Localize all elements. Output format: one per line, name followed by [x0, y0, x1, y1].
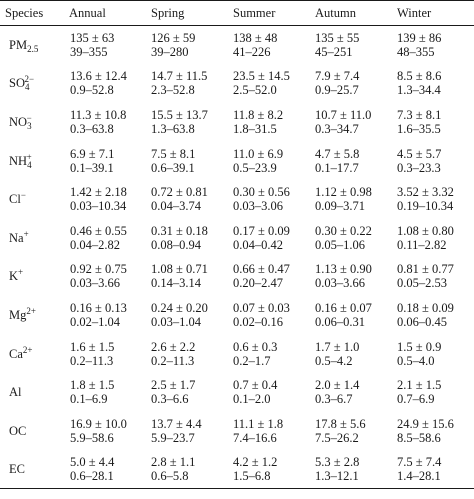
range-value: 7.4–16.6 — [233, 430, 277, 445]
range-value: 0.03–3.66 — [70, 276, 120, 291]
range-value: 0.5–23.9 — [233, 160, 277, 175]
value-cell — [146, 218, 228, 257]
mean-sd-value: 0.07 ± 0.03 — [233, 300, 290, 315]
value-cell — [392, 334, 474, 373]
mean-sd-value: 1.6 ± 1.5 — [70, 339, 115, 354]
header-annual: Annual — [64, 1, 146, 26]
value-cell — [146, 257, 228, 296]
value-cell — [310, 450, 392, 489]
mean-sd-value: 0.6 ± 0.3 — [233, 339, 278, 354]
value-cell — [310, 411, 392, 450]
range-value: 39–355 — [70, 45, 108, 60]
species-cell — [0, 103, 64, 142]
species-cell — [0, 373, 64, 412]
range-value: 39–280 — [151, 45, 189, 60]
value-cell — [392, 450, 474, 489]
mean-sd-value: 2.6 ± 2.2 — [151, 339, 196, 354]
value-cell — [146, 373, 228, 412]
species-cell — [0, 218, 64, 257]
species-cell — [0, 26, 64, 65]
range-value: 0.7–6.9 — [397, 392, 435, 407]
value-cell — [146, 411, 228, 450]
range-value: 0.3–63.8 — [70, 121, 114, 136]
range-value: 0.03–3.06 — [233, 199, 283, 214]
value-cell — [64, 411, 146, 450]
mean-sd-value: 0.30 ± 0.56 — [233, 185, 290, 200]
mean-sd-value: 0.46 ± 0.55 — [70, 223, 127, 238]
species-name: NH — [9, 153, 28, 168]
table-row — [0, 218, 474, 257]
range-value: 0.5–4.2 — [315, 353, 353, 368]
table-row — [0, 103, 474, 142]
range-value: 2.5–52.0 — [233, 83, 277, 98]
mean-sd-value: 0.81 ± 0.77 — [397, 262, 454, 277]
range-value: 0.03–3.66 — [315, 276, 365, 291]
range-value: 0.06–0.31 — [315, 314, 365, 329]
species-subscript: 2.5 — [27, 44, 39, 55]
mean-sd-value: 0.66 ± 0.47 — [233, 262, 290, 277]
species-charge: + — [18, 267, 24, 278]
value-cell — [310, 141, 392, 180]
mean-sd-value: 0.17 ± 0.09 — [233, 223, 290, 238]
value-cell — [392, 103, 474, 142]
range-value: 0.5–4.0 — [397, 353, 435, 368]
range-value: 5.9–23.7 — [151, 430, 195, 445]
value-cell — [228, 450, 310, 489]
mean-sd-value: 135 ± 55 — [315, 31, 360, 46]
range-value: 0.6–5.8 — [151, 469, 189, 484]
mean-sd-value: 13.6 ± 12.4 — [70, 69, 127, 84]
value-cell — [64, 373, 146, 412]
mean-sd-value: 0.18 ± 0.09 — [397, 300, 454, 315]
mean-sd-value: 10.7 ± 11.0 — [315, 107, 372, 122]
range-value: 0.3–6.6 — [151, 392, 189, 407]
range-value: 7.5–26.2 — [315, 430, 359, 445]
value-cell — [64, 64, 146, 103]
species-charge: 2+ — [26, 305, 36, 316]
species-charge: 2+ — [22, 344, 33, 355]
mean-sd-value: 1.12 ± 0.98 — [315, 185, 372, 200]
species-cell — [0, 411, 64, 450]
range-value: 0.6–28.1 — [70, 469, 114, 484]
value-cell — [228, 411, 310, 450]
range-value: 1.3–63.8 — [151, 121, 195, 136]
mean-sd-value: 1.42 ± 2.18 — [70, 185, 127, 200]
value-cell — [392, 26, 474, 65]
value-cell — [146, 180, 228, 219]
mean-sd-value: 0.24 ± 0.20 — [151, 300, 208, 315]
value-cell — [64, 450, 146, 489]
value-cell — [310, 64, 392, 103]
table-row — [0, 334, 474, 373]
range-value: 0.05–1.06 — [315, 237, 365, 252]
mean-sd-value: 7.9 ± 7.4 — [315, 69, 360, 84]
species-cell — [0, 180, 64, 219]
mean-sd-value: 0.72 ± 0.81 — [151, 185, 208, 200]
species-cell — [0, 141, 64, 180]
range-value: 0.05–2.53 — [397, 276, 447, 291]
mean-sd-value: 0.7 ± 0.4 — [233, 378, 278, 393]
range-value: 0.09–3.71 — [315, 199, 365, 214]
species-cell — [0, 450, 64, 489]
mean-sd-value: 4.5 ± 5.7 — [397, 146, 442, 161]
value-cell — [392, 373, 474, 412]
range-value: 1.5–6.8 — [233, 469, 271, 484]
range-value: 0.1–17.7 — [315, 160, 359, 175]
mean-sd-value: 7.5 ± 8.1 — [151, 146, 196, 161]
mean-sd-value: 23.5 ± 14.5 — [233, 69, 290, 84]
mean-sd-value: 126 ± 59 — [151, 31, 196, 46]
value-cell — [310, 296, 392, 335]
species-name: Cl — [9, 192, 21, 207]
mean-sd-value: 7.5 ± 7.4 — [397, 455, 442, 470]
mean-sd-value: 2.8 ± 1.1 — [151, 455, 196, 470]
species-subscript: 3 — [27, 120, 32, 131]
species-charge: 2− — [24, 74, 35, 85]
species-name: OC — [9, 423, 27, 438]
species-cell — [0, 334, 64, 373]
mean-sd-value: 138 ± 48 — [233, 31, 278, 46]
range-value: 0.1–6.9 — [70, 392, 108, 407]
header-summer: Summer — [228, 1, 310, 26]
value-cell — [64, 180, 146, 219]
range-value: 1.3–34.4 — [397, 83, 441, 98]
range-value: 5.9–58.6 — [70, 430, 114, 445]
range-value: 0.3–23.3 — [397, 160, 441, 175]
species-name: NO — [9, 114, 28, 129]
range-value: 0.04–3.74 — [151, 199, 201, 214]
range-value: 0.19–10.34 — [397, 199, 454, 214]
value-cell — [64, 257, 146, 296]
range-value: 0.9–52.8 — [70, 83, 114, 98]
value-cell — [310, 373, 392, 412]
range-value: 0.11–2.82 — [397, 237, 447, 252]
value-cell — [228, 103, 310, 142]
range-value: 0.14–3.14 — [151, 276, 201, 291]
mean-sd-value: 15.5 ± 13.7 — [151, 107, 208, 122]
species-subscript: 4 — [24, 82, 30, 93]
mean-sd-value: 1.08 ± 0.80 — [397, 223, 454, 238]
mean-sd-value: 0.92 ± 0.75 — [70, 262, 127, 277]
range-value: 0.03–1.04 — [151, 314, 201, 329]
range-value: 2.3–52.8 — [151, 83, 195, 98]
value-cell — [310, 103, 392, 142]
value-cell — [310, 218, 392, 257]
species-cell — [0, 257, 64, 296]
table-row — [0, 296, 474, 335]
species-name: PM — [9, 38, 28, 53]
table-row — [0, 450, 474, 489]
table-body — [0, 26, 474, 489]
range-value: 1.3–12.1 — [315, 469, 359, 484]
mean-sd-value: 1.08 ± 0.71 — [151, 262, 208, 277]
value-cell — [64, 103, 146, 142]
mean-sd-value: 1.7 ± 1.0 — [315, 339, 360, 354]
species-cell — [0, 64, 64, 103]
range-value: 0.2–11.3 — [151, 353, 195, 368]
mean-sd-value: 2.0 ± 1.4 — [315, 378, 360, 393]
value-cell — [392, 64, 474, 103]
species-name: Ca — [9, 346, 23, 361]
value-cell — [228, 180, 310, 219]
range-value: 0.2–1.7 — [233, 353, 271, 368]
value-cell — [392, 296, 474, 335]
mean-sd-value: 11.1 ± 1.8 — [233, 416, 284, 431]
range-value: 48–355 — [397, 45, 435, 60]
mean-sd-value: 0.16 ± 0.13 — [70, 300, 127, 315]
range-value: 0.04–2.82 — [70, 237, 120, 252]
value-cell — [64, 141, 146, 180]
value-cell — [228, 257, 310, 296]
value-cell — [64, 334, 146, 373]
value-cell — [146, 26, 228, 65]
mean-sd-value: 2.1 ± 1.5 — [397, 378, 442, 393]
species-name: Mg — [9, 307, 27, 322]
range-value: 0.02–0.16 — [233, 314, 283, 329]
range-value: 41–226 — [233, 45, 271, 60]
table-row — [0, 257, 474, 296]
value-cell — [392, 218, 474, 257]
mean-sd-value: 8.5 ± 8.6 — [397, 69, 442, 84]
value-cell — [228, 334, 310, 373]
header-spring: Spring — [146, 1, 228, 26]
range-value: 0.2–11.3 — [70, 353, 114, 368]
mean-sd-value: 4.7 ± 5.8 — [315, 146, 360, 161]
mean-sd-value: 5.0 ± 4.4 — [70, 455, 115, 470]
species-name: Na — [9, 230, 24, 245]
mean-sd-value: 0.31 ± 0.18 — [151, 223, 208, 238]
range-value: 8.5–58.6 — [397, 430, 441, 445]
range-value: 0.3–34.7 — [315, 121, 359, 136]
mean-sd-value: 16.9 ± 10.0 — [70, 416, 127, 431]
mean-sd-value: 24.9 ± 15.6 — [397, 416, 454, 431]
value-cell — [310, 26, 392, 65]
range-value: 0.04–0.42 — [233, 237, 283, 252]
mean-sd-value: 14.7 ± 11.5 — [151, 69, 208, 84]
value-cell — [146, 450, 228, 489]
value-cell — [392, 411, 474, 450]
species-cell — [0, 296, 64, 335]
species-charge: − — [20, 190, 26, 201]
value-cell — [392, 141, 474, 180]
value-cell — [146, 334, 228, 373]
range-value: 0.3–6.7 — [315, 392, 353, 407]
value-cell — [310, 334, 392, 373]
range-value: 0.1–2.0 — [233, 392, 271, 407]
value-cell — [146, 141, 228, 180]
value-cell — [228, 64, 310, 103]
mean-sd-value: 4.2 ± 1.2 — [233, 455, 278, 470]
value-cell — [392, 257, 474, 296]
mean-sd-value: 13.7 ± 4.4 — [151, 416, 202, 431]
range-value: 45–251 — [315, 45, 353, 60]
value-cell — [64, 26, 146, 65]
range-value: 0.1–39.1 — [70, 160, 114, 175]
range-value: 1.8–31.5 — [233, 121, 277, 136]
header-row — [0, 1, 474, 26]
header-autumn: Autumn — [310, 1, 392, 26]
species-subscript: 4 — [27, 159, 32, 170]
mean-sd-value: 11.8 ± 8.2 — [233, 107, 284, 122]
value-cell — [310, 180, 392, 219]
mean-sd-value: 11.0 ± 6.9 — [233, 146, 284, 161]
species-charge: − — [26, 112, 32, 123]
table-row — [0, 141, 474, 180]
table-row — [0, 373, 474, 412]
mean-sd-value: 17.8 ± 5.6 — [315, 416, 366, 431]
value-cell — [146, 64, 228, 103]
table-header — [0, 1, 474, 26]
mean-sd-value: 5.3 ± 2.8 — [315, 455, 360, 470]
value-cell — [228, 218, 310, 257]
mean-sd-value: 11.3 ± 10.8 — [70, 107, 127, 122]
mean-sd-value: 1.8 ± 1.5 — [70, 378, 115, 393]
mean-sd-value: 1.13 ± 0.90 — [315, 262, 372, 277]
mean-sd-value: 2.5 ± 1.7 — [151, 378, 196, 393]
value-cell — [146, 103, 228, 142]
mean-sd-value: 0.16 ± 0.07 — [315, 300, 372, 315]
table-row — [0, 411, 474, 450]
table-row — [0, 26, 474, 65]
value-cell — [228, 296, 310, 335]
value-cell — [392, 180, 474, 219]
range-value: 1.6–35.5 — [397, 121, 441, 136]
value-cell — [64, 218, 146, 257]
mean-sd-value: 3.52 ± 3.32 — [397, 185, 454, 200]
value-cell — [64, 296, 146, 335]
header-species: Species — [0, 1, 64, 26]
range-value: 0.02–1.04 — [70, 314, 120, 329]
mean-sd-value: 0.30 ± 0.22 — [315, 223, 372, 238]
value-cell — [228, 26, 310, 65]
range-value: 0.6–39.1 — [151, 160, 195, 175]
header-winter: Winter — [392, 1, 474, 26]
range-value: 0.03–10.34 — [70, 199, 127, 214]
range-value: 0.08–0.94 — [151, 237, 201, 252]
species-name: Al — [9, 385, 22, 400]
range-value: 0.06–0.45 — [397, 314, 447, 329]
table-row — [0, 64, 474, 103]
mean-sd-value: 135 ± 63 — [70, 31, 115, 46]
mean-sd-value: 7.3 ± 8.1 — [397, 107, 442, 122]
table-row — [0, 180, 474, 219]
species-name: EC — [9, 462, 25, 477]
species-name: SO — [9, 76, 25, 91]
mean-sd-value: 1.5 ± 0.9 — [397, 339, 442, 354]
range-value: 0.9–25.7 — [315, 83, 359, 98]
species-charge: + — [26, 151, 32, 162]
species-charge: + — [23, 228, 29, 239]
range-value: 1.4–28.1 — [397, 469, 441, 484]
value-cell — [310, 257, 392, 296]
range-value: 0.20–2.47 — [233, 276, 283, 291]
species-name: K — [9, 269, 19, 284]
value-cell — [146, 296, 228, 335]
value-cell — [228, 141, 310, 180]
mean-sd-value: 6.9 ± 7.1 — [70, 146, 115, 161]
mean-sd-value: 139 ± 86 — [397, 31, 442, 46]
value-cell — [228, 373, 310, 412]
